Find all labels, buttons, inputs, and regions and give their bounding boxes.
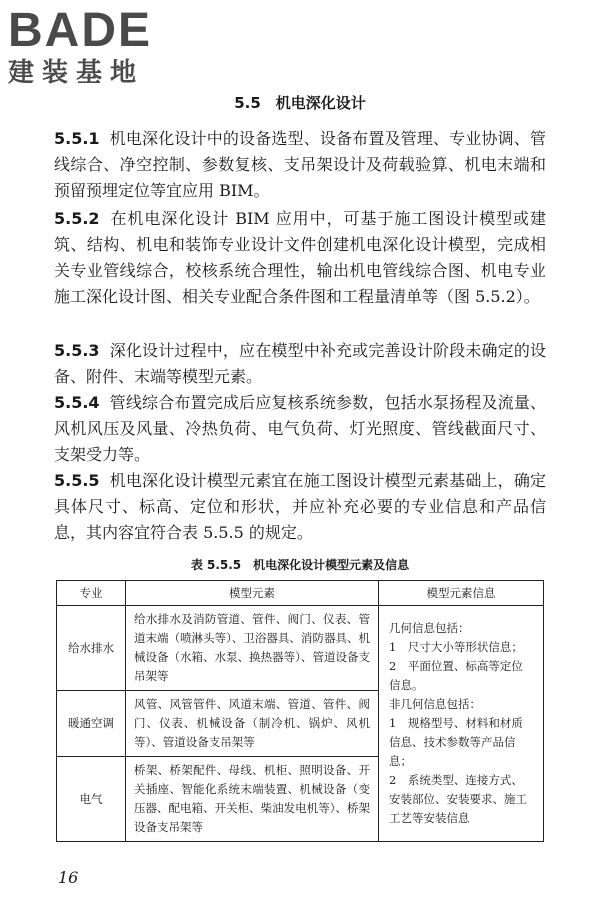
paragraph-5-5-4 [54,390,546,468]
elements-cell: 给水排水及消防管道、管件、阀门、仪表、管道末端（喷淋头等）、卫浴器具、消防器具、机械设备（水箱、水泵、换热器等）、管道设备支吊架等 [126,606,379,691]
page-number: 16 [58,868,79,887]
info-line: 2 平面位置、标高等定位信息。 [389,659,523,692]
info-cell [379,606,544,842]
logo-brand-text: BADE [8,4,153,57]
info-line: 非几何信息包括： [389,697,481,711]
major-cell: 电气 [57,757,126,842]
elements-cell: 桥架、桥架配件、母线、机柜、照明设备、开关插座、智能化系统末端装置、机械设备（变压器、配电箱、开关柜、柴油发电机等）、桥架设备支吊架等 [126,757,379,842]
paragraph-number: 5.5.4 [54,393,100,412]
table-title: 表 5.5.5 机电深化设计模型元素及信息 [190,558,410,572]
paragraph-number: 5.5.2 [54,209,100,228]
major-cell: 暖通空调 [57,691,126,757]
paragraph-text: 机电深化设计模型元素宜在施工图设计模型元素基础上，确定具体尺寸、标高、定位和形状，并应补充必要的专业信息和产品信息，其内容宜符合表 5.5.5 的规定。 [54,471,546,542]
header-elements: 模型元素 [126,581,379,606]
table-row [57,606,544,691]
info-line: 1 规格型号、材料和材质信息、技术参数等产品信息； [389,716,523,768]
section-heading: 5.5 机电深化设计 [234,94,366,112]
paragraph-5-5-5 [54,468,546,546]
brand-logo [8,6,178,90]
paragraph-number: 5.5.3 [54,341,100,360]
elements-cell: 风管、风管管件、风道末端、管道、管件、阀门、仪表、机械设备（制冷机、锅炉、风机等）、管道设备支吊架等 [126,691,379,757]
paragraph-text: 机电深化设计中的设备选型、设备布置及管理、专业协调、管线综合、净空控制、参数复核、支吊架设计及荷载验算、机电末端和预留预埋定位等宜应用 BIM。 [54,129,546,200]
info-line: 2 系统类型、连接方式、安装部位、安装要求、施工工艺等安装信息 [389,773,527,825]
header-major: 专业 [57,581,126,606]
logo-subtitle: 建装基地 [8,58,145,88]
paragraph-number: 5.5.5 [54,471,100,490]
model-elements-table [56,580,544,842]
paragraph-5-5-3 [54,338,546,390]
table-header-row [57,581,544,606]
paragraph-text: 管线综合布置完成后应复核系统参数，包括水泵扬程及流量、风机风压及风量、冷热负荷、电气负荷、灯光照度、管线截面尺寸、支架受力等。 [54,393,546,464]
info-line: 几何信息包括： [389,621,470,635]
paragraph-number: 5.5.1 [54,129,100,148]
info-line: 1 尺寸大小等形状信息； [389,640,523,654]
header-info: 模型元素信息 [379,581,544,606]
paragraph-5-5-2 [54,206,546,310]
paragraph-text: 在机电深化设计 BIM 应用中，可基于施工图设计模型或建筑、结构、机电和装饰专业设计文件创建机电深化设计模型，完成相关专业管线综合，校核系统合理性，输出机电管线综合图、机电专业施工深化设计图、相关专业配合条件图和工程量清单等（图 5.5.2）。 [54,209,546,306]
paragraph-5-5-1 [54,126,546,204]
paragraph-text: 深化设计过程中，应在模型中补充或完善设计阶段未确定的设备、附件、末端等模型元素。 [54,341,546,386]
major-cell: 给水排水 [57,606,126,691]
